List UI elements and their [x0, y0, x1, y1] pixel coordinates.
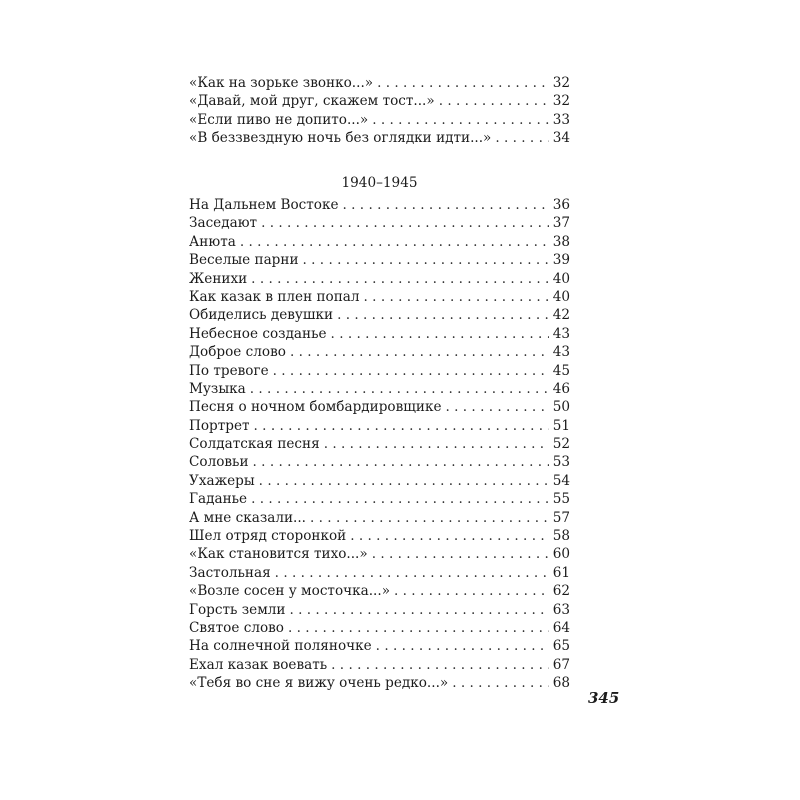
toc-leader-dots — [290, 343, 549, 361]
toc-entry-title: Женихи — [189, 270, 248, 287]
toc-entry — [189, 343, 570, 361]
toc-entry — [189, 74, 570, 92]
toc-entry-page: 64 — [552, 619, 570, 636]
toc-entry-page: 53 — [552, 454, 570, 471]
toc-entry-page: 68 — [552, 675, 570, 692]
toc-entry — [189, 417, 570, 435]
toc-leader-dots — [303, 251, 549, 269]
toc-entry — [189, 214, 570, 232]
toc-leader-dots — [495, 129, 548, 147]
toc-entry-title: По тревоге — [189, 362, 269, 379]
toc-leader-dots — [446, 398, 549, 416]
toc-entry — [189, 601, 570, 619]
toc-entry — [189, 619, 570, 637]
toc-entry-page: 65 — [552, 638, 570, 655]
toc-entry-title: Ехал казак воевать — [189, 656, 328, 673]
toc-leader-dots — [288, 619, 549, 637]
toc-leader-dots — [343, 196, 549, 214]
toc-entry-page: 67 — [552, 656, 570, 673]
toc-entry-page: 42 — [552, 307, 570, 324]
toc-entry-page: 50 — [552, 399, 570, 416]
toc-entry — [189, 380, 570, 398]
toc-entry — [189, 674, 570, 692]
toc-entry — [189, 527, 570, 545]
toc-leader-dots — [394, 582, 549, 600]
toc-leader-dots — [273, 362, 549, 380]
toc-entry — [189, 111, 570, 129]
toc-entry-title: Гаданье — [189, 491, 248, 508]
toc-leader-dots — [364, 288, 549, 306]
toc-entry — [189, 306, 570, 324]
toc-entry-page: 55 — [552, 491, 570, 508]
toc-entry-title: На солнечной поляночке — [189, 638, 372, 655]
toc-entry — [189, 637, 570, 655]
toc-entry-title: «Если пиво не допито...» — [189, 111, 369, 128]
toc-entry-page: 63 — [552, 601, 570, 618]
toc-entry — [189, 129, 570, 147]
toc-entry-title: Солдатская песня — [189, 436, 320, 453]
toc-entry — [189, 453, 570, 471]
toc-entry-page: 51 — [552, 417, 570, 434]
toc-leader-dots — [331, 656, 549, 674]
toc-entry-page: 32 — [552, 93, 570, 110]
toc-leader-dots — [376, 637, 549, 655]
toc-leader-dots — [261, 214, 549, 232]
toc-entry — [189, 435, 570, 453]
toc-leader-dots — [324, 435, 549, 453]
toc-entry-title: Веселые парни — [189, 252, 299, 269]
toc-leader-dots — [251, 490, 549, 508]
toc-entry-title: Небесное созданье — [189, 325, 327, 342]
toc-entry-page: 40 — [552, 270, 570, 287]
toc-entry — [189, 288, 570, 306]
toc-leader-dots — [250, 380, 549, 398]
toc-entry-page: 57 — [552, 509, 570, 526]
toc-entry-title: Доброе слово — [189, 344, 286, 361]
toc-entry-page: 40 — [552, 288, 570, 305]
toc-entry-page: 62 — [552, 583, 570, 600]
toc-entry-page: 34 — [552, 130, 570, 147]
toc-entry — [189, 509, 570, 527]
toc-entry-title: «Возле сосен у мосточка...» — [189, 583, 391, 600]
toc-entry-title: Заседают — [189, 215, 258, 232]
toc-entry — [189, 362, 570, 380]
toc-entry — [189, 251, 570, 269]
toc-top-section — [189, 74, 570, 148]
toc-entry — [189, 325, 570, 343]
toc-entry-title: На Дальнем Востоке — [189, 197, 339, 213]
toc-leader-dots — [439, 92, 549, 110]
toc-leader-dots — [337, 306, 549, 324]
toc-entry-page: 58 — [552, 528, 570, 545]
toc-entry-page: 46 — [552, 380, 570, 397]
toc-entry-title: А мне сказали... — [189, 509, 307, 526]
toc-entry-page: 60 — [552, 546, 570, 563]
toc-entry — [189, 472, 570, 490]
toc-entry — [189, 582, 570, 600]
toc-leader-dots — [275, 564, 549, 582]
toc-entry-page: 32 — [552, 75, 570, 91]
toc-leader-dots — [289, 601, 548, 619]
toc-entry-title: Как казак в плен попал — [189, 288, 360, 305]
toc-main-section — [189, 196, 570, 693]
toc-entry-title: «В беззвездную ночь без оглядки идти...» — [189, 130, 492, 147]
toc-entry-title: Обиделись девушки — [189, 307, 334, 324]
toc-entry-page: 43 — [552, 325, 570, 342]
toc-entry — [189, 545, 570, 563]
toc-entry — [189, 92, 570, 110]
toc-entry-title: Соловьи — [189, 454, 249, 471]
toc-entry-title: Портрет — [189, 417, 250, 434]
toc-leader-dots — [254, 417, 549, 435]
section-heading: 1940–1945 — [341, 175, 418, 191]
toc-entry-title: Музыка — [189, 380, 246, 397]
toc-leader-dots — [377, 74, 549, 92]
toc-entry-page: 33 — [552, 111, 570, 128]
toc-entry — [189, 564, 570, 582]
toc-entry-page: 61 — [552, 564, 570, 581]
toc-entry-title: «Тебя во сне я вижу очень редко...» — [189, 675, 449, 692]
toc-leader-dots — [331, 325, 549, 343]
toc-entry-title: Ухажеры — [189, 472, 255, 489]
toc-entry — [189, 398, 570, 416]
toc-entry-title: Горсть земли — [189, 601, 286, 618]
toc-leader-dots — [350, 527, 548, 545]
toc-leader-dots — [372, 111, 548, 129]
toc-leader-dots — [251, 270, 549, 288]
toc-entry-page: 43 — [552, 344, 570, 361]
toc-entry-title: Шел отряд сторонкой — [189, 528, 347, 545]
toc-leader-dots — [452, 674, 548, 692]
toc-entry-page: 54 — [552, 472, 570, 489]
toc-entry-title: Застольная — [189, 564, 271, 581]
toc-entry-page: 52 — [552, 436, 570, 453]
page-number: 345 — [588, 689, 620, 707]
toc-leader-dots — [240, 233, 549, 251]
toc-entry-page: 36 — [552, 197, 570, 213]
toc-entry-title: «Как становится тихо...» — [189, 546, 368, 563]
toc-entry — [189, 656, 570, 674]
toc-entry — [189, 233, 570, 251]
toc-entry — [189, 196, 570, 214]
toc-entry-title: Анюта — [189, 233, 236, 250]
toc-entry — [189, 270, 570, 288]
toc-entry-page: 37 — [552, 215, 570, 232]
toc-entry-title: «Давай, мой друг, скажем тост...» — [189, 93, 435, 110]
toc-entry-page: 39 — [552, 252, 570, 269]
toc-entry-page: 38 — [552, 233, 570, 250]
toc-leader-dots — [372, 545, 549, 563]
toc-entry — [189, 490, 570, 508]
toc-entry-page: 45 — [552, 362, 570, 379]
toc-leader-dots — [253, 453, 549, 471]
toc-entry-title: Песня о ночном бомбардировщике — [189, 399, 442, 416]
toc-entry-title: «Как на зорьке звонко...» — [189, 75, 374, 91]
toc-leader-dots — [259, 472, 549, 490]
toc-entry-title: Святое слово — [189, 619, 284, 636]
toc-leader-dots — [310, 509, 549, 527]
